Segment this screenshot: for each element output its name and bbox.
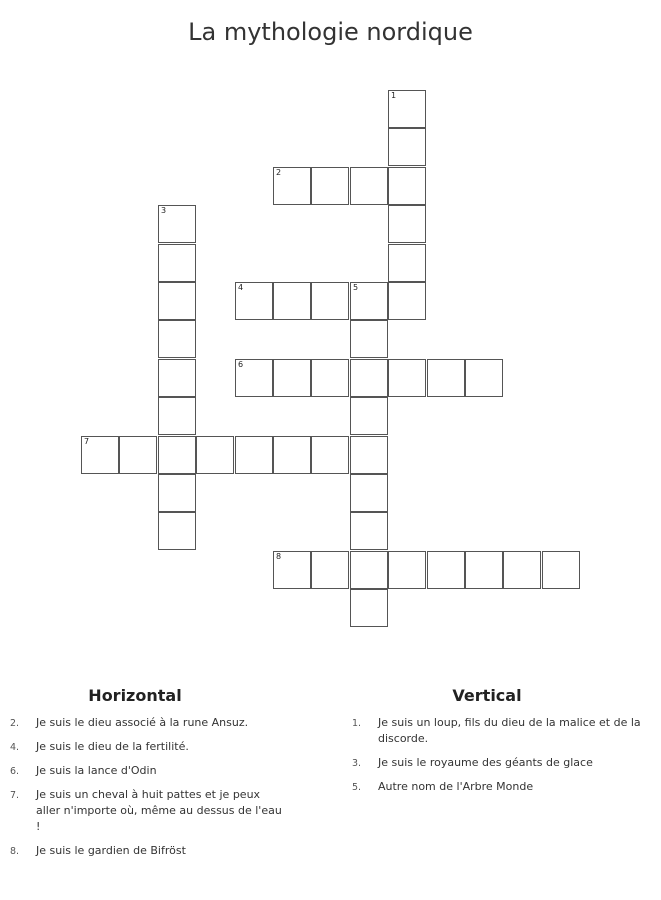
clue-item [10,715,300,731]
crossword-cell[interactable] [427,359,465,397]
crossword-cell[interactable] [273,167,311,205]
crossword-cell[interactable] [350,167,388,205]
clue-number: 6. [10,766,20,777]
vertical-heading: Vertical [452,686,522,705]
crossword-cell[interactable] [388,359,426,397]
clue-text: Je suis la lance d'Odin [36,764,157,777]
crossword-cell[interactable] [235,436,273,474]
crossword-cell[interactable] [542,551,580,589]
clue-text: Autre nom de l'Arbre Monde [378,780,534,793]
crossword-cell[interactable] [388,90,426,128]
clue-item [10,763,300,779]
clue-text: Je suis le dieu de la fertilité. [36,740,189,753]
clue-item [10,843,300,859]
crossword-cell[interactable] [350,589,388,627]
crossword-cell[interactable] [388,205,426,243]
crossword-cell[interactable] [119,436,157,474]
clue-number: 7. [10,790,20,801]
crossword-cell[interactable] [196,436,234,474]
crossword-cell[interactable] [311,167,349,205]
crossword-cell[interactable] [350,512,388,550]
crossword-cell[interactable] [388,282,426,320]
crossword-cell[interactable] [311,282,349,320]
clue-number: 2. [10,718,20,729]
crossword-cell[interactable] [388,128,426,166]
crossword-cell[interactable] [350,359,388,397]
crossword-cell[interactable] [311,436,349,474]
crossword-cell[interactable] [427,551,465,589]
crossword-cell[interactable] [81,436,119,474]
horizontal-heading: Horizontal [88,686,182,705]
crossword-cell[interactable] [388,551,426,589]
crossword-cell[interactable] [273,551,311,589]
crossword-cell[interactable] [311,359,349,397]
clue-item [10,739,300,755]
cell-number: 5 [353,283,359,292]
clue-item [352,779,642,795]
crossword-cell[interactable] [158,359,196,397]
cell-number: 6 [238,360,244,369]
cell-number: 1 [391,91,397,100]
crossword-cell[interactable] [158,512,196,550]
clue-number: 1. [352,718,362,729]
crossword-cell[interactable] [503,551,541,589]
cell-number: 8 [276,552,282,561]
cell-number: 3 [161,206,167,215]
clue-text: Je suis le royaume des géants de glace [378,756,593,769]
crossword-cell[interactable] [235,282,273,320]
crossword-cell[interactable] [158,436,196,474]
clue-number: 4. [10,742,20,753]
crossword-cell[interactable] [311,551,349,589]
crossword-cell[interactable] [158,474,196,512]
clue-number: 5. [352,782,362,793]
clue-text: Je suis le dieu associé à la rune Ansuz. [36,716,249,729]
crossword-cell[interactable] [388,244,426,282]
crossword-cell[interactable] [465,359,503,397]
crossword-cell[interactable] [350,436,388,474]
horizontal-clues [10,686,300,867]
clue-text: Je suis un loup, fils du dieu de la malice et de la discorde. [378,716,641,745]
crossword-cell[interactable] [158,205,196,243]
crossword-cell[interactable] [465,551,503,589]
crossword-cell[interactable] [158,282,196,320]
clue-text: Je suis le gardien de Bifröst [36,844,186,857]
crossword-cell[interactable] [158,397,196,435]
clue-number: 3. [352,758,362,769]
crossword-cell[interactable] [350,282,388,320]
crossword-cell[interactable] [158,244,196,282]
clue-text: Je suis un cheval à huit pattes et je peux aller n'importe où, même au dessus de l'eau ! [36,788,282,833]
crossword-cell[interactable] [388,167,426,205]
cell-number: 4 [238,283,244,292]
crossword-cell[interactable] [273,359,311,397]
crossword-cell[interactable] [350,474,388,512]
cell-number: 7 [84,437,90,446]
crossword-cell[interactable] [350,551,388,589]
clue-item [352,715,642,747]
vertical-clues [352,686,642,803]
crossword-cell[interactable] [273,282,311,320]
clue-item [352,755,642,771]
clue-item [10,787,286,835]
page-title: La mythologie nordique [188,18,473,46]
crossword-cell[interactable] [350,397,388,435]
crossword-cell[interactable] [350,320,388,358]
cell-number: 2 [276,168,282,177]
crossword-cell[interactable] [158,320,196,358]
clue-number: 8. [10,846,20,857]
crossword-cell[interactable] [273,436,311,474]
crossword-cell[interactable] [235,359,273,397]
